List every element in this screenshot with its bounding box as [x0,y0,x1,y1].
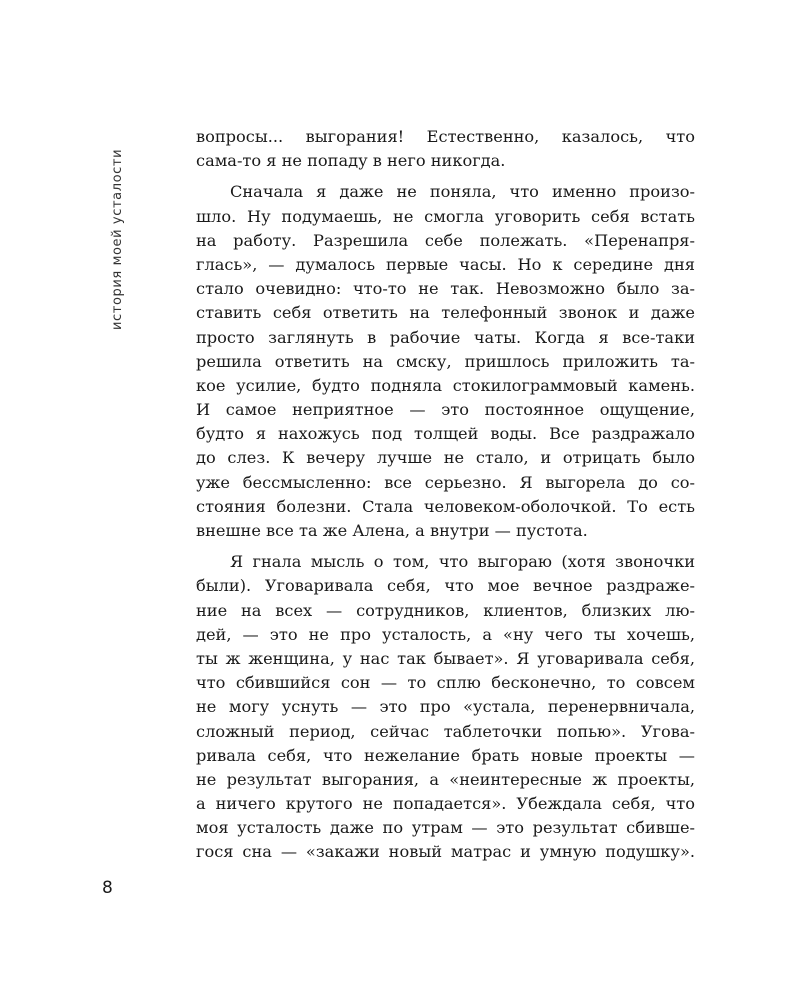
text-line: сложный период, сейчас таблеточки попью». Угова- [196,721,695,741]
text-line: были). Уговаривала себя, что мое вечное раздраже- [196,576,695,596]
text-line: будто я нахожусь под толщей воды. Все раздражало [196,424,695,444]
text-line: а ничего крутого не попадается». Убеждала себя, что [196,794,695,814]
text-line: Сначала я даже не поняла, что именно произо- [230,182,695,202]
text-line: вопросы... выгорания! Естественно, казалось, что [196,127,695,146]
running-head: история моей усталости [110,148,125,330]
paragraph [196,180,695,543]
paragraph [196,125,695,173]
paragraph [196,550,695,864]
text-line: стояния болезни. Стала человеком-оболочкой. То есть [196,496,695,516]
paragraph-gap [196,543,695,550]
running-head-container [108,130,130,330]
text-line: не результат выгорания, а «неинтересные ж проекты, [196,769,695,789]
text-line: решила ответить на смску, пришлось приложить та- [196,351,695,371]
text-line: кое усилие, будто подняла стокилограммовый камень. [196,375,695,395]
text-line: глась», — думалось первые часы. Но к середине дня [196,254,695,274]
text-line: моя усталость даже по утрам — это результат сбивше- [196,818,695,838]
text-line: ривала себя, что нежелание брать новые проекты — [196,745,695,765]
page-number: 8 [102,878,113,898]
body-text [196,125,695,865]
text-line: сама-то я не попаду в него никогда. [196,151,506,171]
text-line: не могу уснуть — это про «устала, перенервничала, [196,697,695,717]
text-line: ние на всех — сотрудников, клиентов, близких лю- [196,600,695,620]
text-line: до слез. К вечеру лучше не стало, и отрицать было [196,448,695,468]
text-line: И самое неприятное — это постоянное ощущение, [196,400,695,420]
text-line: на работу. Разрешила себе полежать. «Перенапря- [196,230,695,250]
text-line: ты ж женщина, у нас так бывает». Я уговаривала себя, [196,648,695,668]
text-line: уже бессмысленно: все серьезно. Я выгорела до со- [196,472,695,492]
text-line: гося сна — «закажи новый матрас и умную подушку». [196,842,695,862]
text-line: шло. Ну подумаешь, не смогла уговорить себя встать [196,206,695,226]
text-line: внешне все та же Алена, а внутри — пустота. [196,521,588,540]
text-line: дей, — это не про усталость, а «ну чего ты хочешь, [196,624,695,644]
paragraph-gap [196,173,695,180]
text-line: что сбившийся сон — то сплю бесконечно, то совсем [196,673,695,693]
text-line: Я гнала мысль о том, что выгораю (хотя звоночки [230,552,695,572]
text-line: ставить себя ответить на телефонный звонок и даже [196,303,695,323]
text-line: стало очевидно: что-то не так. Невозможно было за- [196,279,695,299]
text-line: просто заглянуть в рабочие чаты. Когда я все-таки [196,327,695,347]
